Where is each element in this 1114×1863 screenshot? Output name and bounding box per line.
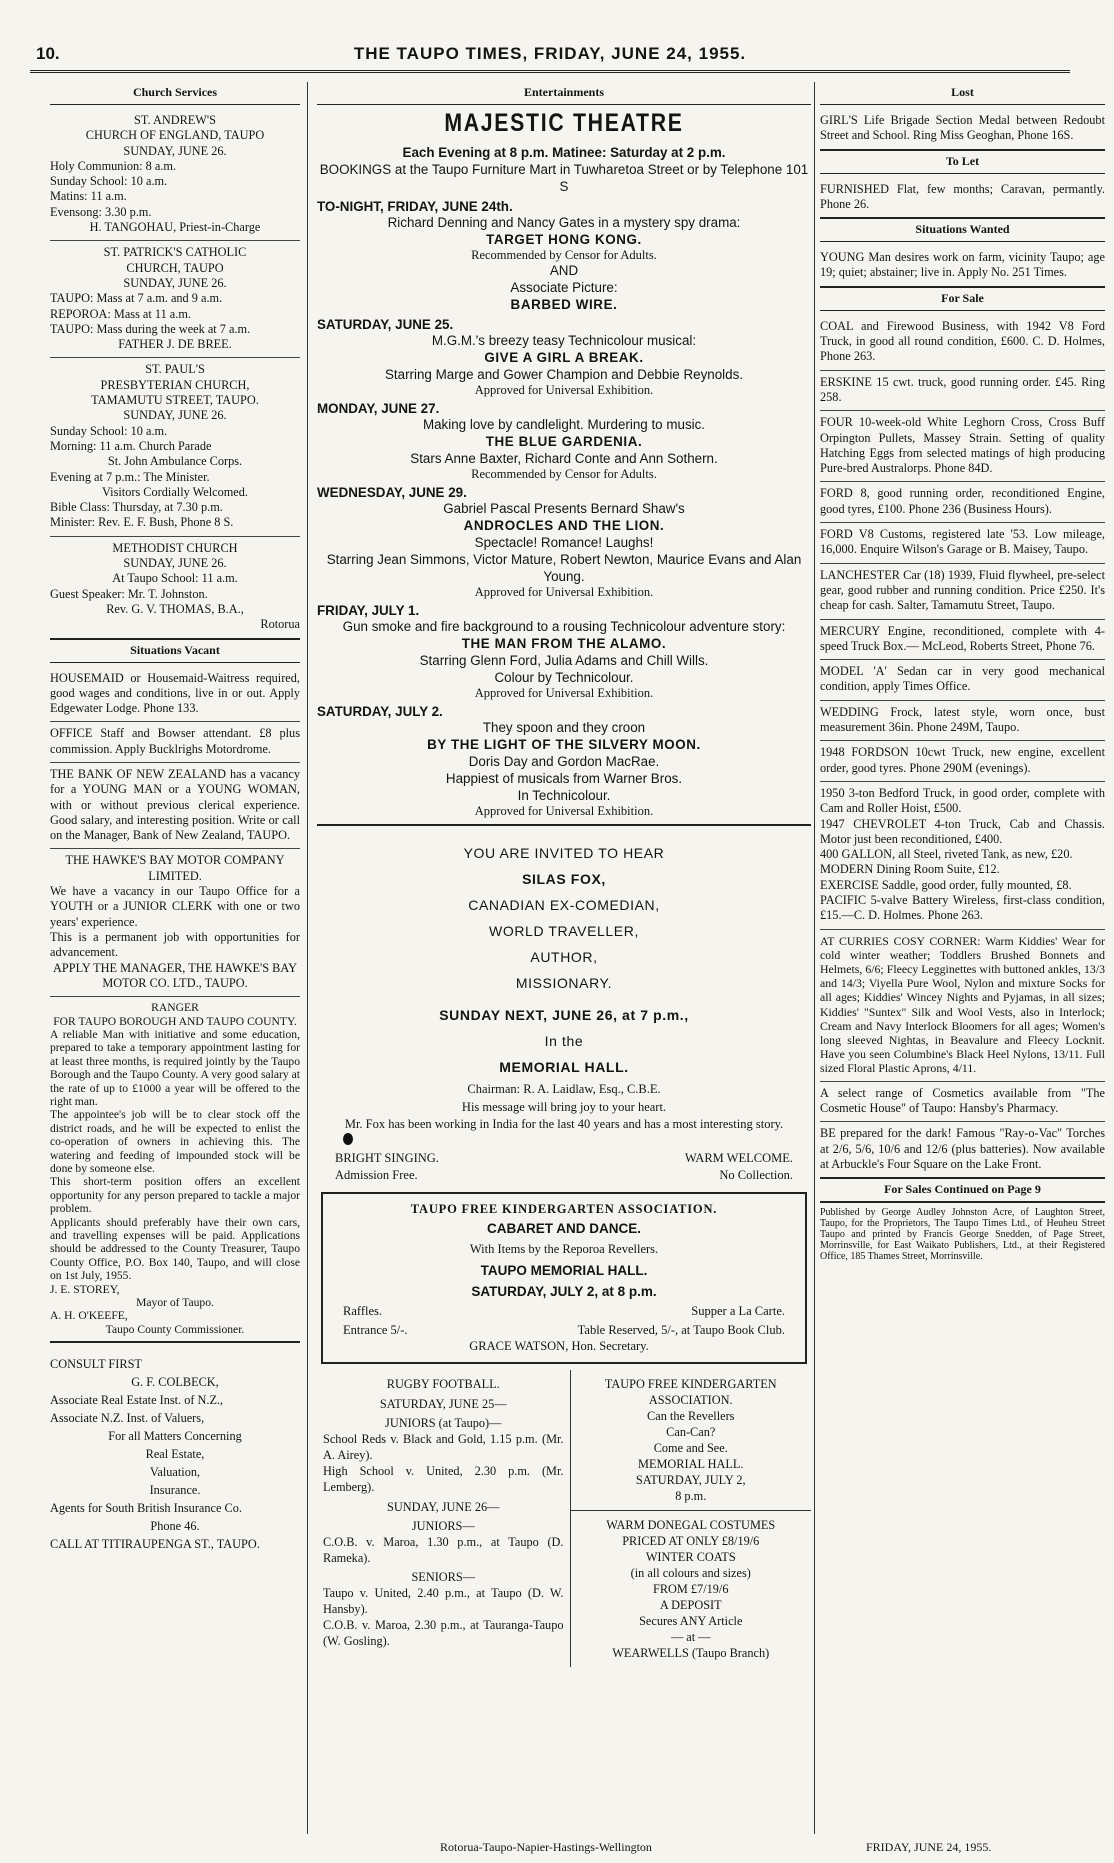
raffles-row xyxy=(333,1299,795,1320)
ad-line: Secures ANY Article xyxy=(639,1614,743,1628)
film-title: GIVE A GIRL A BREAK. xyxy=(484,350,644,365)
sale-item: MODERN Dining Room Suite, £12. xyxy=(820,862,1000,877)
service-time: TAUPO: Mass during the week at 7 a.m. xyxy=(50,321,251,336)
film-description: M.G.M.'s breezy teasy Technicolour musical: xyxy=(431,333,697,348)
donegal-costumes-ad xyxy=(571,1511,812,1667)
ad-body: The appointee's job will be to clear stock off the district roads, and he will be expected to enlist the co-operation of owners in achieving this. The watering and feeding of impounded stock will be done by someone else. xyxy=(50,1108,300,1176)
ad-line: Can-Can? xyxy=(666,1425,716,1439)
ad-line: Phone 46. xyxy=(150,1519,200,1534)
signatory: J. E. STOREY, xyxy=(50,1282,120,1296)
table-reserved: Table Reserved, 5/-, at Taupo Book Club. xyxy=(577,1323,785,1337)
censor-rating: Recommended by Censor for Adults. xyxy=(471,467,657,481)
event-date: SATURDAY, JULY 2, at 8 p.m. xyxy=(471,1284,657,1299)
st-pauls-listing xyxy=(50,358,300,536)
ad-line: SUNDAY, JUNE 26— xyxy=(387,1500,500,1514)
column-center xyxy=(317,82,811,1667)
screening-day: SATURDAY, JUNE 25. xyxy=(317,317,454,332)
ad-body: We have a vacancy in our Taupo Office for a YOUTH or a JUNIOR CLERK with one or two years' experience. xyxy=(50,884,300,929)
bottom-ads xyxy=(317,1370,811,1667)
newspaper-title: THE TAUPO TIMES, FRIDAY, JUNE 24, 1955. xyxy=(353,44,747,63)
fixture: School Reds v. Black and Gold, 1.15 p.m. (Mr. A. Airey). xyxy=(323,1432,564,1462)
ad-line: CONSULT FIRST xyxy=(50,1357,142,1372)
church-date: SUNDAY, JUNE 26. xyxy=(123,143,227,158)
entrance: Entrance 5/-. xyxy=(343,1323,408,1337)
majestic-theatre-ad xyxy=(317,109,811,826)
censor-rating: Recommended by Censor for Adults. xyxy=(471,248,657,262)
lost-heading: Lost xyxy=(820,82,1105,105)
ad-contact: APPLY THE MANAGER, THE HAWKE'S BAY MOTOR CO. LTD., TAUPO. xyxy=(53,960,297,990)
film-stars: Starring Jean Simmons, Victor Mature, Robert Newton, Maurice Evans and Alan Young. xyxy=(326,552,802,584)
service-time: REPOROA: Mass at 11 a.m. xyxy=(50,306,191,321)
signatory: A. H. O'KEEFE, xyxy=(50,1309,128,1323)
church-denomination: CHURCH OF ENGLAND, TAUPO xyxy=(85,128,265,143)
guest-speaker: Guest Speaker: Mr. T. Johnston. xyxy=(50,586,208,601)
signatory-title: Mayor of Taupo. xyxy=(136,1296,214,1310)
india-note: Mr. Fox has been working in India for the last 40 years and has a most interesting story. xyxy=(344,1117,784,1131)
screening-day: SATURDAY, JULY 2. xyxy=(317,704,443,719)
ad-body: This is a permanent job with opportunities for advancement. xyxy=(50,929,300,960)
ad-line: A DEPOSIT xyxy=(659,1598,722,1612)
event-items: With Items by the Reporoa Revellers. xyxy=(469,1242,659,1256)
ad-line: JUNIORS— xyxy=(411,1519,475,1533)
signatory-title: Taupo County Commissioner. xyxy=(105,1322,245,1336)
speaker-role: AUTHOR, xyxy=(530,949,598,965)
ad-subtitle: FOR TAUPO BOROUGH AND TAUPO COUNTY. xyxy=(53,1014,297,1028)
ad-line: For all Matters Concerning xyxy=(108,1429,242,1444)
church-date: SUNDAY, JUNE 26. xyxy=(123,408,227,423)
film-stars: Starring Marge and Gower Champion and Debbie Reynolds. xyxy=(384,367,744,382)
film-title: THE BLUE GARDENIA. xyxy=(485,434,643,449)
collection: No Collection. xyxy=(719,1168,793,1182)
screening-day: MONDAY, JUNE 27. xyxy=(317,401,440,416)
sale-item: FORD V8 Customs, registered late '53. Low mileage, 16,000. Enquire Wilson's Garage or B. Maisey, Taupo. xyxy=(820,523,1105,564)
church-denomination: PRESBYTERIAN CHURCH, xyxy=(100,377,250,392)
footer-date: FRIDAY, JUNE 24, 1955. xyxy=(866,1840,992,1854)
church-date: SUNDAY, JUNE 26. xyxy=(123,275,227,290)
singing-row xyxy=(317,1150,811,1167)
film-tagline: Happiest of musicals from Warner Bros. xyxy=(445,771,683,786)
tolet-ad: FURNISHED Flat, few months; Caravan, permantly. Phone 26. xyxy=(820,178,1105,220)
rugby-ad xyxy=(317,1370,571,1667)
service-time: At Taupo School: 11 a.m. xyxy=(112,571,238,586)
ad-line: Come and See. xyxy=(653,1441,728,1455)
bank-nz-ad: THE BANK OF NEW ZEALAND has a vacancy for a YOUNG MAN or a YOUNG WOMAN, with or without previous clerical experience. Good salary, and interesting position. Write or call on the Manager, Bank of New Zealand, TAUPO. xyxy=(50,763,300,849)
ad-line: PRICED AT ONLY £8/19/6 xyxy=(622,1534,760,1548)
church-name: METHODIST CHURCH xyxy=(112,540,238,555)
screening-day: WEDNESDAY, JUNE 29. xyxy=(317,485,467,500)
film-colour: In Technicolour. xyxy=(517,788,611,803)
column-right xyxy=(820,82,1105,1262)
page-number: 10. xyxy=(36,44,60,63)
church-heading: Church Services xyxy=(50,82,300,105)
sale-item: ERSKINE 15 cwt. truck, good running order. £45. Ring 258. xyxy=(820,371,1105,412)
raffles: Raffles. xyxy=(343,1304,382,1318)
org-name: TAUPO FREE KINDERGARTEN ASSOCIATION. xyxy=(410,1202,718,1216)
sale-heading: For Sale xyxy=(820,288,1105,311)
sale-item: FORD 8, good running order, reconditioned Engine, good tyres, £100. Phone 236 (Business Hours). xyxy=(820,482,1105,523)
service-time: Evensong: 3.30 p.m. xyxy=(50,204,152,219)
warm-welcome: WARM WELCOME. xyxy=(684,1151,793,1165)
associate-label: Associate Picture: xyxy=(510,280,618,295)
film-title: BARBED WIRE. xyxy=(510,297,618,312)
company-name: THE HAWKE'S BAY MOTOR COMPANY LIMITED. xyxy=(65,853,285,883)
continued-note: For Sales Continued on Page 9 xyxy=(820,1179,1105,1203)
torches-ad: BE prepared for the dark! Famous "Ray-o-Vac" Torches at 2/6, 5/6, 10/6 and 12/6 (plus batteries). Now available at Arbuckle's Four Square on the Lake Front. xyxy=(820,1122,1105,1179)
column-rule xyxy=(814,82,815,1834)
ad-line: SENIORS— xyxy=(411,1570,476,1584)
entertainments-heading: Entertainments xyxy=(317,82,811,105)
sale-item: MODEL 'A' Sedan car in very good mechanical condition, apply Times Office. xyxy=(820,660,1105,701)
service-time: Holy Communion: 8 a.m. xyxy=(50,158,177,173)
ad-body: Applicants should preferably have their own cars, and travelling expenses will be paid. Applications should be addressed to the County Treasurer, Taupo County Office, P.O. Box 140, Taupo, and will close on 1st July, 1955. xyxy=(50,1215,300,1283)
theatre-name: MAJESTIC THEATRE xyxy=(444,109,684,137)
hawkes-bay-ad xyxy=(50,849,300,997)
speaker-role: CANADIAN EX-COMEDIAN, xyxy=(468,897,660,913)
ad-line: Agents for South British Insurance Co. xyxy=(50,1501,242,1516)
event-venue: TAUPO MEMORIAL HALL. xyxy=(480,1263,648,1278)
methodist-listing xyxy=(50,537,300,640)
st-patricks-listing xyxy=(50,241,300,358)
ad-line: SATURDAY, JUNE 25— xyxy=(379,1397,507,1411)
event-venue: MEMORIAL HALL. xyxy=(499,1059,629,1075)
vacant-heading: Situations Vacant xyxy=(50,640,300,663)
censor-rating: Approved for Universal Exhibition. xyxy=(474,585,654,599)
church-name: ST. PAUL'S xyxy=(145,362,205,377)
ranger-ad xyxy=(50,997,300,1343)
censor-rating: Approved for Universal Exhibition. xyxy=(474,383,654,397)
priest-name: H. TANGOHAU, Priest-in-Charge xyxy=(89,220,261,235)
film-colour: Colour by Technicolour. xyxy=(494,670,634,685)
speaker-role: MISSIONARY. xyxy=(515,975,613,991)
fixture: C.O.B. v. Maroa, 1.30 p.m., at Taupo (D. Rameka). xyxy=(323,1535,564,1565)
ad-title: RANGER xyxy=(151,1001,199,1015)
ad-line: (in all colours and sizes) xyxy=(630,1566,751,1580)
sale-item: 400 GALLON, all Steel, riveted Tank, as new, £20. xyxy=(820,847,1073,862)
sale-item: 1948 FORDSON 10cwt Truck, new engine, excellent order, good tyres. Phone 290M (evenings). xyxy=(820,741,1105,782)
admission: Admission Free. xyxy=(335,1168,418,1182)
ad-line: — at — xyxy=(670,1630,711,1644)
censor-rating: Approved for Universal Exhibition. xyxy=(474,686,654,700)
film-title: THE MAN FROM THE ALAMO. xyxy=(461,636,667,651)
housemaid-ad: HOUSEMAID or Housemaid-Waitress required, good wages and conditions, live in or out. Apply Edgewater Lodge. Phone 133. xyxy=(50,667,300,723)
event-name: CABARET AND DANCE. xyxy=(487,1221,641,1236)
film-tagline: Spectacle! Romance! Laughs! xyxy=(474,535,654,550)
ad-line: SATURDAY, JULY 2, xyxy=(635,1473,746,1487)
service-time: Sunday School: 10 a.m. xyxy=(50,423,168,438)
film-description: Gun smoke and fire background to a rousing Technicolour adventure story: xyxy=(342,619,786,634)
ad-line: Real Estate, xyxy=(145,1447,205,1462)
message: His message will bring joy to your heart. xyxy=(461,1100,667,1114)
fixture: High School v. United, 2.30 p.m. (Mr. Lemberg). xyxy=(323,1464,564,1494)
film-and: AND xyxy=(549,263,579,278)
bright-singing: BRIGHT SINGING. xyxy=(335,1151,439,1165)
ad-line: 8 p.m. xyxy=(675,1489,707,1503)
column-rule xyxy=(307,82,308,1834)
colbeck-ad xyxy=(50,1343,300,1558)
service-note: St. John Ambulance Corps. xyxy=(107,454,243,469)
ad-line: WINTER COATS xyxy=(645,1550,736,1564)
minister-name: Rev. G. V. THOMAS, B.A., xyxy=(106,601,244,616)
lost-ad: GIRL'S Life Brigade Section Medal between Redoubt Street and School. Ring Miss Geoghan, Phone 16S. xyxy=(820,109,1105,151)
priest-name: FATHER J. DE BREE. xyxy=(118,337,232,352)
ad-line: Valuation, xyxy=(149,1465,201,1480)
church-date: SUNDAY, JUNE 26. xyxy=(123,556,227,571)
church-address: TAMAMUTU STREET, TAUPO. xyxy=(91,393,259,408)
fixture: Taupo v. United, 2.40 p.m., at Taupo (D. W. Hansby). xyxy=(323,1586,564,1616)
office-staff-ad: OFFICE Staff and Bowser attendant. £8 plus commission. Apply Bucklrighs Motordrome. xyxy=(50,722,300,763)
fixture: C.O.B. v. Maroa, 2.30 p.m., at Tauranga-Taupo (W. Gosling). xyxy=(323,1618,564,1648)
sale-item: COAL and Firewood Business, with 1942 V8 Ford Truck, in good all round condition, £600. C. D. Holmes, Phone 263. xyxy=(820,315,1105,371)
sale-item: 1947 CHEVROLET 4-ton Truck, Cab and Chassis. Motor just been reconditioned, £400. xyxy=(820,816,1105,846)
ad-line: JUNIORS (at Taupo)— xyxy=(385,1416,502,1430)
event-time: SUNDAY NEXT, JUNE 26, at 7 p.m., xyxy=(439,1007,689,1023)
speaker-role: WORLD TRAVELLER, xyxy=(489,923,639,939)
wanted-ad: YOUNG Man desires work on farm, vicinity Taupo; age 19; quiet; abstainer; live in. Apply No. 251 Times. xyxy=(820,246,1105,288)
minister-contact: Minister: Rev. E. F. Bush, Phone 8 S. xyxy=(50,515,234,530)
ad-line: WEARWELLS (Taupo Branch) xyxy=(612,1646,770,1660)
session-times: Each Evening at 8 p.m. Matinee: Saturday at 2 p.m. xyxy=(402,145,726,160)
event-in: In the xyxy=(544,1033,584,1049)
film-stars: Doris Day and Gordon MacRae. xyxy=(468,754,660,769)
church-name: ST. PATRICK'S CATHOLIC xyxy=(103,245,247,260)
chairman: Chairman: R. A. Laidlaw, Esq., C.B.E. xyxy=(467,1082,661,1096)
film-title: TARGET HONG KONG. xyxy=(486,232,642,247)
sale-item: PACIFIC 5-valve Battery Wireless, first-class condition, £15.—C. D. Holmes. Phone 263. xyxy=(820,892,1105,923)
sale-item: WEDDING Frock, latest style, worn once, bust measurement 36in. Phone 249M, Taupo. xyxy=(820,701,1105,742)
column-left xyxy=(50,82,300,1558)
film-title: BY THE LIGHT OF THE SILVERY MOON. xyxy=(427,737,701,752)
sale-item: LANCHESTER Car (18) 1939, Fluid flywheel, pre-select gear, good rubber and running condition. Price £250. It's cheap for cash. Salter, Tamamutu Street, Taupo. xyxy=(820,564,1105,620)
secretary: GRACE WATSON, Hon. Secretary. xyxy=(469,1339,649,1353)
masthead xyxy=(30,40,1070,73)
tolet-heading: To Let xyxy=(820,151,1105,174)
film-description: They spoon and they croon xyxy=(482,720,646,735)
bullet-mark xyxy=(317,1132,811,1150)
speaker-name: SILAS FOX, xyxy=(522,871,606,887)
bottom-line: Rotorua-Taupo-Napier-Hastings-Wellington xyxy=(440,1840,652,1854)
ad-line: Insurance. xyxy=(149,1483,201,1498)
cosmetics-ad: A select range of Cosmetics available from "The Cosmetic House" of Taupo: Hansby's Pharmacy. xyxy=(820,1082,1105,1123)
invite-line: YOU ARE INVITED TO HEAR xyxy=(463,845,665,861)
service-time: Morning: 11 a.m. Church Parade xyxy=(50,438,212,453)
ad-line: TAUPO FREE KINDERGARTEN ASSOCIATION. xyxy=(604,1377,777,1407)
admission-row xyxy=(317,1167,811,1184)
bullet-icon xyxy=(343,1133,353,1145)
right-subcolumn xyxy=(571,1370,812,1667)
church-name: ST. ANDREW'S xyxy=(134,113,216,127)
imprint: Published by George Audley Johnston Acre, of Laughton Street, Taupo, for the Proprietors, The Taupo Times Ltd., of Heuheu Street Taupo and printed by Francis George Snedden, of Page Street, Morrinsville, for East Waikato Publishers, Ltd., at their Registered Office, 185 Thames Street, Morrinsville. xyxy=(820,1207,1105,1263)
sale-item: 1950 3-ton Bedford Truck, in good order, complete with Cam and Roller Hoist, £500. xyxy=(820,785,1105,816)
supper: Supper a La Carte. xyxy=(691,1304,785,1318)
ad-line: Associate N.Z. Inst. of Valuers, xyxy=(50,1411,205,1426)
sale-item: MERCURY Engine, reconditioned, complete with 4-speed Truck Box.— McLeod, Roberts Street, Phone 76. xyxy=(820,620,1105,661)
service-time: Matins: 11 a.m. xyxy=(50,189,127,204)
ad-line: Associate Real Estate Inst. of N.Z., xyxy=(50,1393,224,1408)
film-title: ANDROCLES AND THE LION. xyxy=(463,518,665,533)
ad-body: This short-term position offers an excellent opportunity for any person prepared to tackle a major problem. xyxy=(50,1175,300,1216)
holmes-sale-group xyxy=(820,782,1105,930)
ad-line: FROM £7/19/6 xyxy=(652,1582,729,1596)
screening-day: FRIDAY, JULY 1. xyxy=(317,603,420,618)
film-description: Gabriel Pascal Presents Bernard Shaw's xyxy=(443,501,685,516)
screening-day: TO-NIGHT, FRIDAY, JUNE 24th. xyxy=(317,199,513,214)
entrance-row xyxy=(333,1320,795,1339)
kindergarten-cabaret-ad xyxy=(321,1192,807,1364)
sale-item: FOUR 10-week-old White Leghorn Cross, Cross Buff Orpington Pullets, Massey Strain. Setting of quality Hatching Eggs from selected matings of high producing Pure-bred Australorps. Phone 84D. xyxy=(820,411,1105,482)
ad-title: RUGBY FOOTBALL. xyxy=(386,1377,500,1391)
film-stars: Stars Anne Baxter, Richard Conte and Ann Sothern. xyxy=(410,451,718,466)
ad-line: G. F. COLBECK, xyxy=(131,1375,219,1390)
censor-rating: Approved for Universal Exhibition. xyxy=(474,804,654,818)
curries-ad: AT CURRIES COSY CORNER: Warm Kiddies' Wear for cold winter weather; Toddlers Brushed Bonnets and Helmets, 6/6; Fleecy Legginettes with buttoned ankles, 13/3 and 14/3; Viyella Pure Wool, Nylon and mixture Socks for all ages; Kiddies' Wincey Nights and Pyjamas, in all sizes; Kiddies' "Suntex" Silk and Wool Vests, also in Interlock; Cream and Navy Interlock Bloomers for all ages; Women's long sleeved Nightas, in Beavalure and Fleecy Locknit. Have you seen Columbine's Black Heel Nylons, 13/11. Full sized Floral Plastic Aprons, 4/11. xyxy=(820,930,1105,1082)
ad-line: MEMORIAL HALL. xyxy=(638,1457,744,1471)
service-time: Evening at 7 p.m.: The Minister. xyxy=(50,469,210,484)
wanted-heading: Situations Wanted xyxy=(820,219,1105,242)
ad-line: WARM DONEGAL COSTUMES xyxy=(606,1518,776,1532)
kindergarten-revellers-ad xyxy=(571,1370,812,1511)
service-time: TAUPO: Mass at 7 a.m. and 9 a.m. xyxy=(50,291,223,306)
service-note: Visitors Cordially Welcomed. xyxy=(102,484,248,499)
service-time: Sunday School: 10 a.m. xyxy=(50,174,168,189)
minister-place: Rotorua xyxy=(260,617,300,632)
bookings: BOOKINGS at the Taupo Furniture Mart in Tuwharetoa Street or by Telephone 101 S xyxy=(319,162,809,194)
st-andrews-listing xyxy=(50,109,300,241)
church-place: CHURCH, TAUPO xyxy=(126,260,224,275)
service-time: Bible Class: Thursday, at 7.30 p.m. xyxy=(50,500,223,515)
film-stars: Starring Glenn Ford, Julia Adams and Chill Wills. xyxy=(419,653,709,668)
ad-body: A reliable Man with initiative and some education, prepared to take a temporary appointment lasting for at least three months, is required jointly by the Taupo Borough and the Taupo County. A very good salary at the rate of up to £1000 a year will be offered to the right man. xyxy=(50,1027,300,1108)
film-description: Making love by candlelight. Murdering to music. xyxy=(422,417,706,432)
film-description: Richard Denning and Nancy Gates in a mystery spy drama: xyxy=(387,215,741,230)
sale-item: EXERCISE Saddle, good order, fully mounted, £8. xyxy=(820,877,1072,892)
ad-line: Can the Revellers xyxy=(647,1409,735,1423)
silas-fox-ad xyxy=(317,826,811,1184)
ad-line: CALL AT TITIRAUPENGA ST., TAUPO. xyxy=(50,1537,260,1552)
